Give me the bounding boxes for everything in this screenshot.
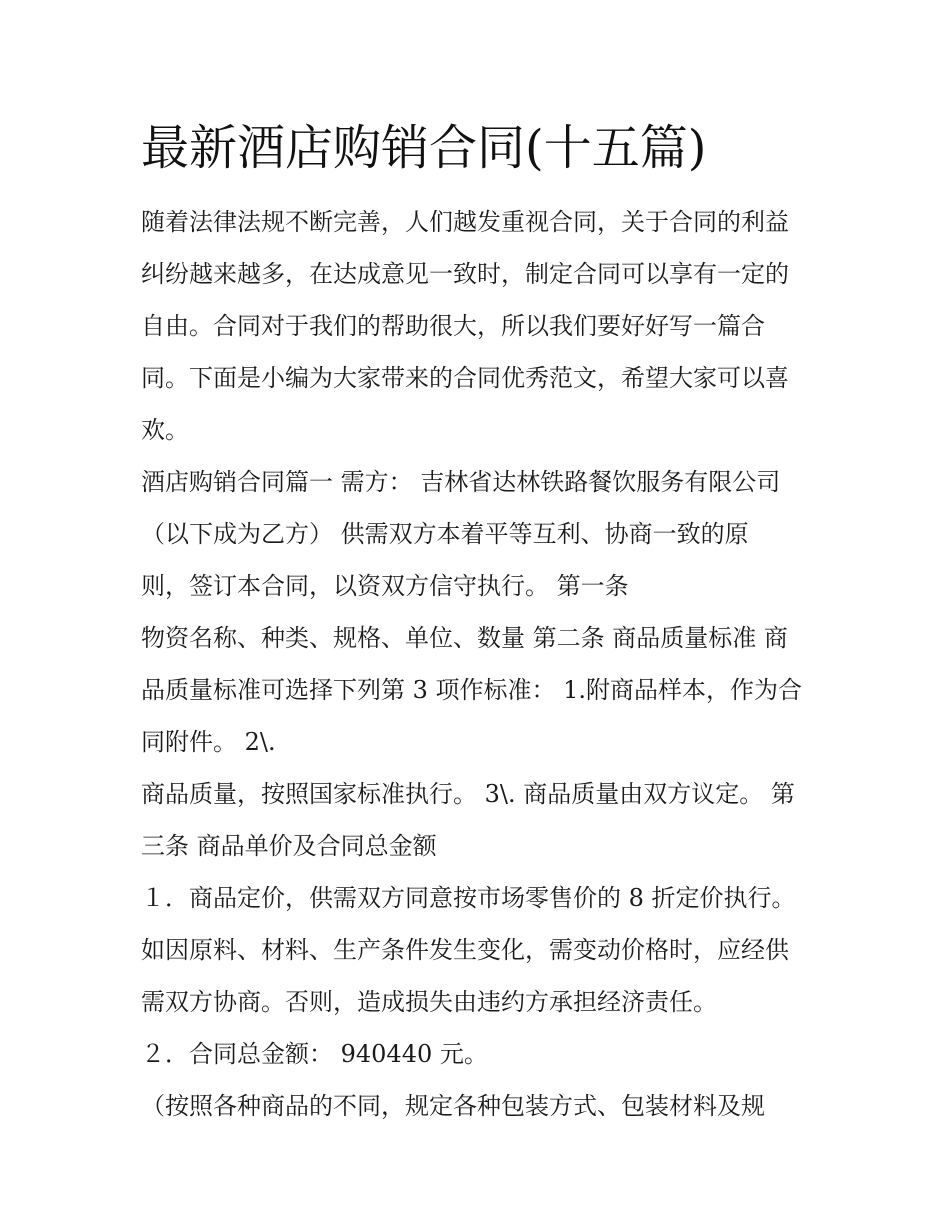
- paragraph-line: 物资名称、种类、规格、单位、数量 第二条 商品质量标准 商: [141, 624, 788, 652]
- paragraph-line: 同。下面是小编为大家带来的合同优秀范文，希望大家可以喜: [141, 364, 789, 392]
- paragraph-line: 如因原料、材料、生产条件发生变化，需变动价格时，应经供: [141, 936, 789, 964]
- paragraph-line: 同附件。 2\.: [141, 728, 276, 756]
- paragraph-line: （以下成为乙方） 供需双方本着平等互利、协商一致的原: [141, 520, 749, 548]
- paragraph-line: 需双方协商。否则，造成损失由违约方承担经济责任。: [141, 988, 717, 1016]
- document-body: [141, 196, 821, 1132]
- paragraph-line: ２．合同总金额： 940440 元。: [141, 1040, 488, 1068]
- paragraph-line: 酒店购销合同篇一 需方： 吉林省达林铁路餐饮服务有限公司: [141, 468, 781, 496]
- paragraph-line: 品质量标准可选择下列第 3 项作标准： 1.附商品样本，作为合: [141, 676, 803, 704]
- paragraph-line: 随着法律法规不断完善，人们越发重视合同，关于合同的利益: [141, 208, 789, 236]
- paragraph-line: 则，签订本合同，以资双方信守执行。 第一条: [141, 572, 629, 600]
- paragraph-line: 商品质量，按照国家标准执行。 3\. 商品质量由双方议定。 第: [141, 780, 795, 808]
- document-title: 最新酒店购销合同(十五篇): [141, 120, 707, 176]
- paragraph-line: 欢。: [141, 416, 189, 444]
- paragraph-line: 自由。合同对于我们的帮助很大，所以我们要好好写一篇合: [141, 312, 765, 340]
- paragraph-line: １．商品定价，供需双方同意按市场零售价的 8 折定价执行。: [141, 884, 796, 912]
- paragraph-line: 三条 商品单价及合同总金额: [141, 832, 437, 860]
- paragraph-line: 纠纷越来越多，在达成意见一致时，制定合同可以享有一定的: [141, 260, 789, 288]
- paragraph-line: （按照各种商品的不同，规定各种包装方式、包装材料及规: [141, 1092, 765, 1120]
